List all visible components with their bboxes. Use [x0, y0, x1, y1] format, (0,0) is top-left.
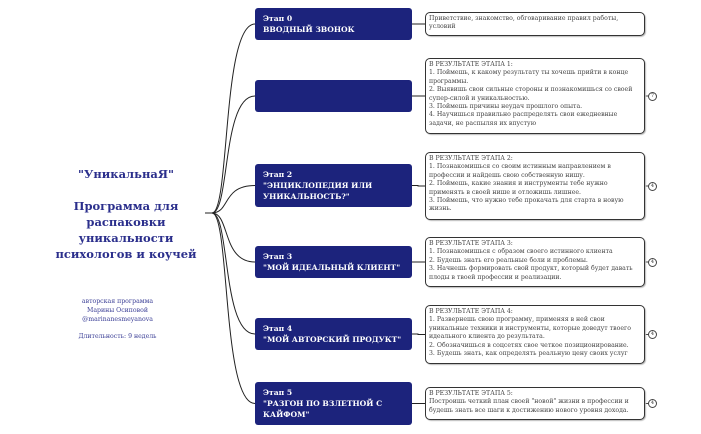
- stage-result-0[interactable]: [425, 12, 645, 36]
- stage-name: "ЭНЦИКЛОПЕДИЯ ИЛИ УНИКАЛЬНОСТЬ?": [263, 181, 373, 201]
- result-line: 1. Развернешь свою программу, применяя в ней свои уникальные техники и инструменты, которые доведут твоего идеального клиента до результата.: [429, 316, 631, 341]
- stage-label: Этап 4: [263, 324, 293, 333]
- stage-result-5[interactable]: [425, 387, 645, 420]
- stage-result-1[interactable]: [425, 58, 645, 134]
- stage-0[interactable]: [255, 8, 412, 40]
- stage-4[interactable]: [255, 318, 412, 350]
- program-meta: [60, 297, 175, 341]
- result-line: 1. Познакомишься со своим истинным направлением в профессии и найдешь свою собственную нишу.: [429, 163, 611, 179]
- result-line: 3. Начнешь формировать свой продукт, который будет давать плоды в твоей профессии и реализации.: [429, 265, 633, 281]
- stage-result-4[interactable]: [425, 305, 645, 364]
- program-title: Программа для распаковки уникальности психологов и коучей: [55, 199, 197, 261]
- result-line: 1. Поймешь, к какому результату ты хочешь прийти в конце программы.: [429, 69, 629, 85]
- stage-label: Этап 2: [263, 170, 293, 179]
- result-line: Приветствие, знакомство, обговаривание правил работы, условий: [429, 15, 619, 31]
- result-line: В РЕЗУЛЬТАТЕ ЭТАПА 4:: [429, 308, 513, 315]
- result-line: 1. Познакомишься с образом своего истинного клиента: [429, 248, 613, 256]
- result-line: 2. Будешь знать его реальные боли и проблемы.: [429, 256, 588, 264]
- stage-label: Этап 5: [263, 388, 293, 397]
- stage-result-3[interactable]: [425, 237, 645, 287]
- result-line: В РЕЗУЛЬТАТЕ ЭТАПА 2:: [429, 155, 513, 162]
- program-name: "УникальнаЯ": [78, 167, 174, 181]
- result-connector: [412, 334, 425, 335]
- result-line: 2. Выявишь свои сильные стороны и познакомишься со своей супер-силой и уникальностью.: [429, 86, 633, 102]
- branch-line: [212, 24, 255, 213]
- stage-name: "МОЙ АВТОРСКИЙ ПРОДУКТ": [263, 335, 402, 344]
- stage-name: "МОЙ ИДЕАЛЬНЫЙ КЛИЕНТ": [263, 263, 401, 272]
- stage-label: Этап 3: [263, 252, 293, 261]
- central-topic[interactable]: [40, 166, 212, 262]
- result-connector: [412, 186, 425, 187]
- author-name: Марины Осиповой: [87, 307, 148, 314]
- branch-line: [212, 213, 255, 404]
- stage-label: Этап 0: [263, 14, 293, 23]
- collapsed-count-badge[interactable]: 4: [648, 182, 657, 191]
- stage-name: ВВОДНЫЙ ЗВОНОК: [263, 25, 355, 34]
- result-line: 3. Поймешь, что нужно тебе прокачать для старта в новую жизнь.: [429, 197, 624, 213]
- result-line: В РЕЗУЛЬТАТЕ ЭТАПА 1:: [429, 61, 513, 68]
- result-line: 2. Поймешь, какие знания и инструменты тебе нужно применять в своей нише и отложишь лишнее.: [429, 180, 608, 196]
- branch-line: [212, 96, 255, 213]
- result-line: Построишь четкий план своей "новой" жизни в профессии и будешь знать все шаги к достижению нового уровня дохода.: [429, 398, 629, 414]
- stage-result-2[interactable]: [425, 152, 645, 220]
- collapsed-count-badge[interactable]: 4: [648, 330, 657, 339]
- stage-5[interactable]: [255, 382, 412, 425]
- stage-3[interactable]: [255, 246, 412, 278]
- author-line: авторская программа: [81, 298, 154, 305]
- duration: Длительность: 9 недель: [78, 333, 157, 340]
- stage-2[interactable]: [255, 164, 412, 207]
- stage-name: "РАЗГОН ПО ВЗЛЕТНОЙ С КАЙФОМ": [263, 399, 383, 419]
- collapsed-count-badge[interactable]: 7: [648, 92, 657, 101]
- collapsed-count-badge[interactable]: 4: [648, 258, 657, 267]
- result-line: В РЕЗУЛЬТАТЕ ЭТАПА 3:: [429, 240, 513, 247]
- result-line: 3. Поймешь причины неудач прошлого опыта.: [429, 103, 583, 111]
- result-line: 3. Будешь знать, как определять реальную цену своих услуг: [429, 350, 628, 358]
- branch-line: [212, 186, 255, 214]
- stage-1[interactable]: [255, 80, 412, 112]
- result-line: В РЕЗУЛЬТАТЕ ЭТАПА 5:: [429, 390, 513, 397]
- result-line: 2. Обозначишься в соцсетях свое четкое позиционирование.: [429, 341, 629, 349]
- branch-line: [212, 213, 255, 334]
- collapsed-count-badge[interactable]: 4: [648, 399, 657, 408]
- author-handle: @marinanesmeyanova: [82, 316, 153, 323]
- result-line: 4. Научишься правильно распределять свои ежедневные задачи, не распыляя их впустую: [429, 111, 618, 127]
